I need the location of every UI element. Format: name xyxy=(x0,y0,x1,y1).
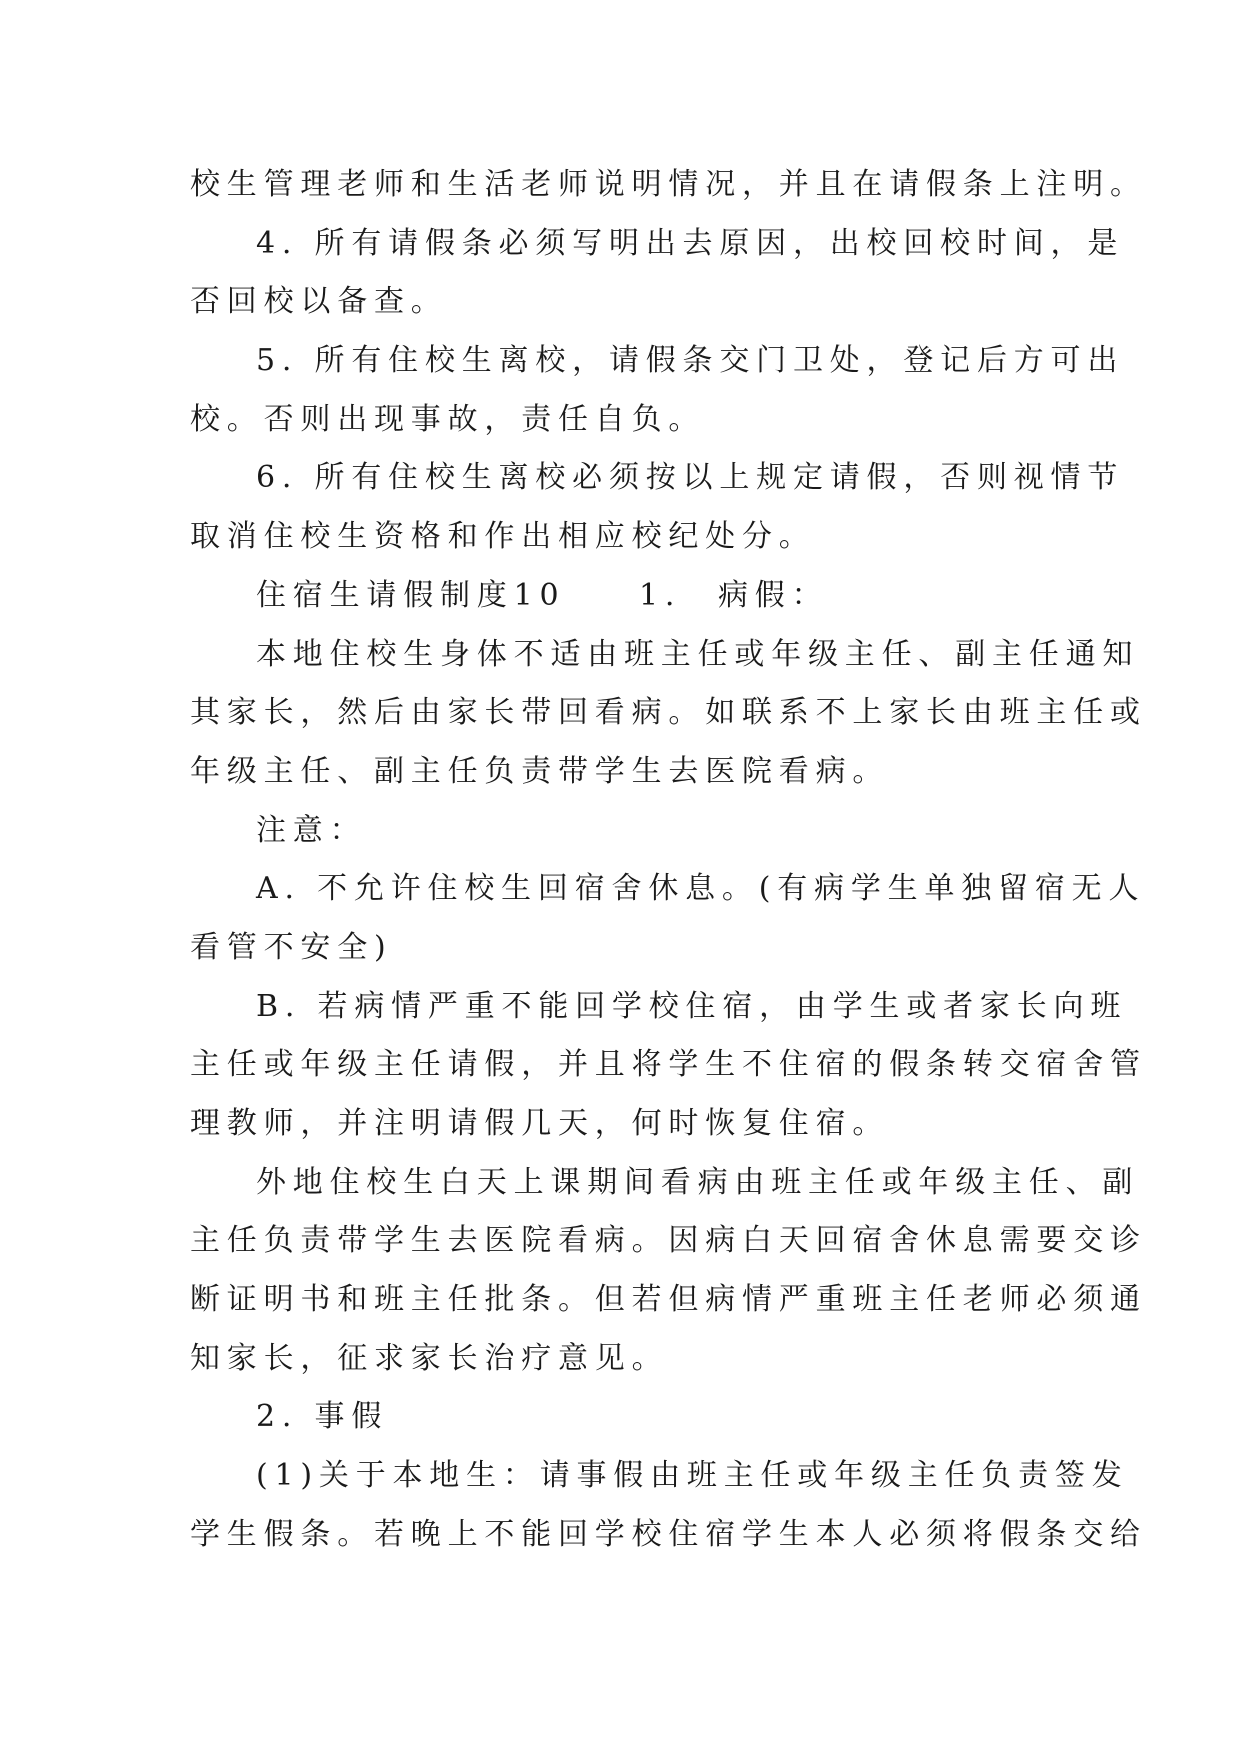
text-line: 注意： xyxy=(256,812,367,848)
text-line: 6. 所有住校生离校必须按以上规定请假，否则视情节 xyxy=(256,460,1125,496)
text-line: 知家长，征求家长治疗意见。 xyxy=(190,1340,669,1376)
document-body xyxy=(190,156,1147,1565)
text-line: 断证明书和班主任批条。但若但病情严重班主任老师必须通 xyxy=(190,1282,1147,1318)
text-line: 其家长，然后由家长带回看病。如联系不上家长由班主任或 xyxy=(190,695,1147,731)
text-line: 外地住校生白天上课期间看病由班主任或年级主任、副 xyxy=(256,1164,1140,1200)
text-line: 学生假条。若晚上不能回学校住宿学生本人必须将假条交给 xyxy=(190,1516,1147,1552)
text-line: 校生管理老师和生活老师说明情况，并且在请假条上注明。 xyxy=(190,167,1147,202)
text-line: 取消住校生资格和作出相应校纪处分。 xyxy=(190,519,816,555)
text-line: 否回校以备查。 xyxy=(190,284,448,320)
text-line: 看管不安全) xyxy=(190,929,393,965)
text-line: A. 不允许住校生回宿舍休息。(有病学生单独留宿无人 xyxy=(256,871,1146,907)
text-line: 年级主任、副主任负责带学生去医院看病。 xyxy=(190,753,890,789)
text-line: (1)关于本地生：请事假由班主任或年级主任负责签发 xyxy=(256,1458,1129,1494)
text-line: 主任负责带学生去医院看病。因病白天回宿舍休息需要交诊 xyxy=(190,1223,1147,1259)
text-line: 本地住校生身体不适由班主任或年级主任、副主任通知 xyxy=(256,636,1140,672)
text-line: 5. 所有住校生离校，请假条交门卫处，登记后方可出 xyxy=(256,343,1125,379)
text-line: 主任或年级主任请假，并且将学生不住宿的假条转交宿舍管 xyxy=(190,1047,1147,1083)
text-line: 校。否则出现事故，责任自负。 xyxy=(190,401,706,437)
text-line: 理教师，并注明请假几天，何时恢复住宿。 xyxy=(190,1106,890,1141)
text-line: 4. 所有请假条必须写明出去原因，出校回校时间，是 xyxy=(256,225,1125,261)
text-line: 2. 事假 xyxy=(256,1399,389,1435)
text-line: 住宿生请假制度10 1. 病假： xyxy=(256,577,829,613)
text-line: B. 若病情严重不能回学校住宿，由学生或者家长向班 xyxy=(256,988,1128,1024)
